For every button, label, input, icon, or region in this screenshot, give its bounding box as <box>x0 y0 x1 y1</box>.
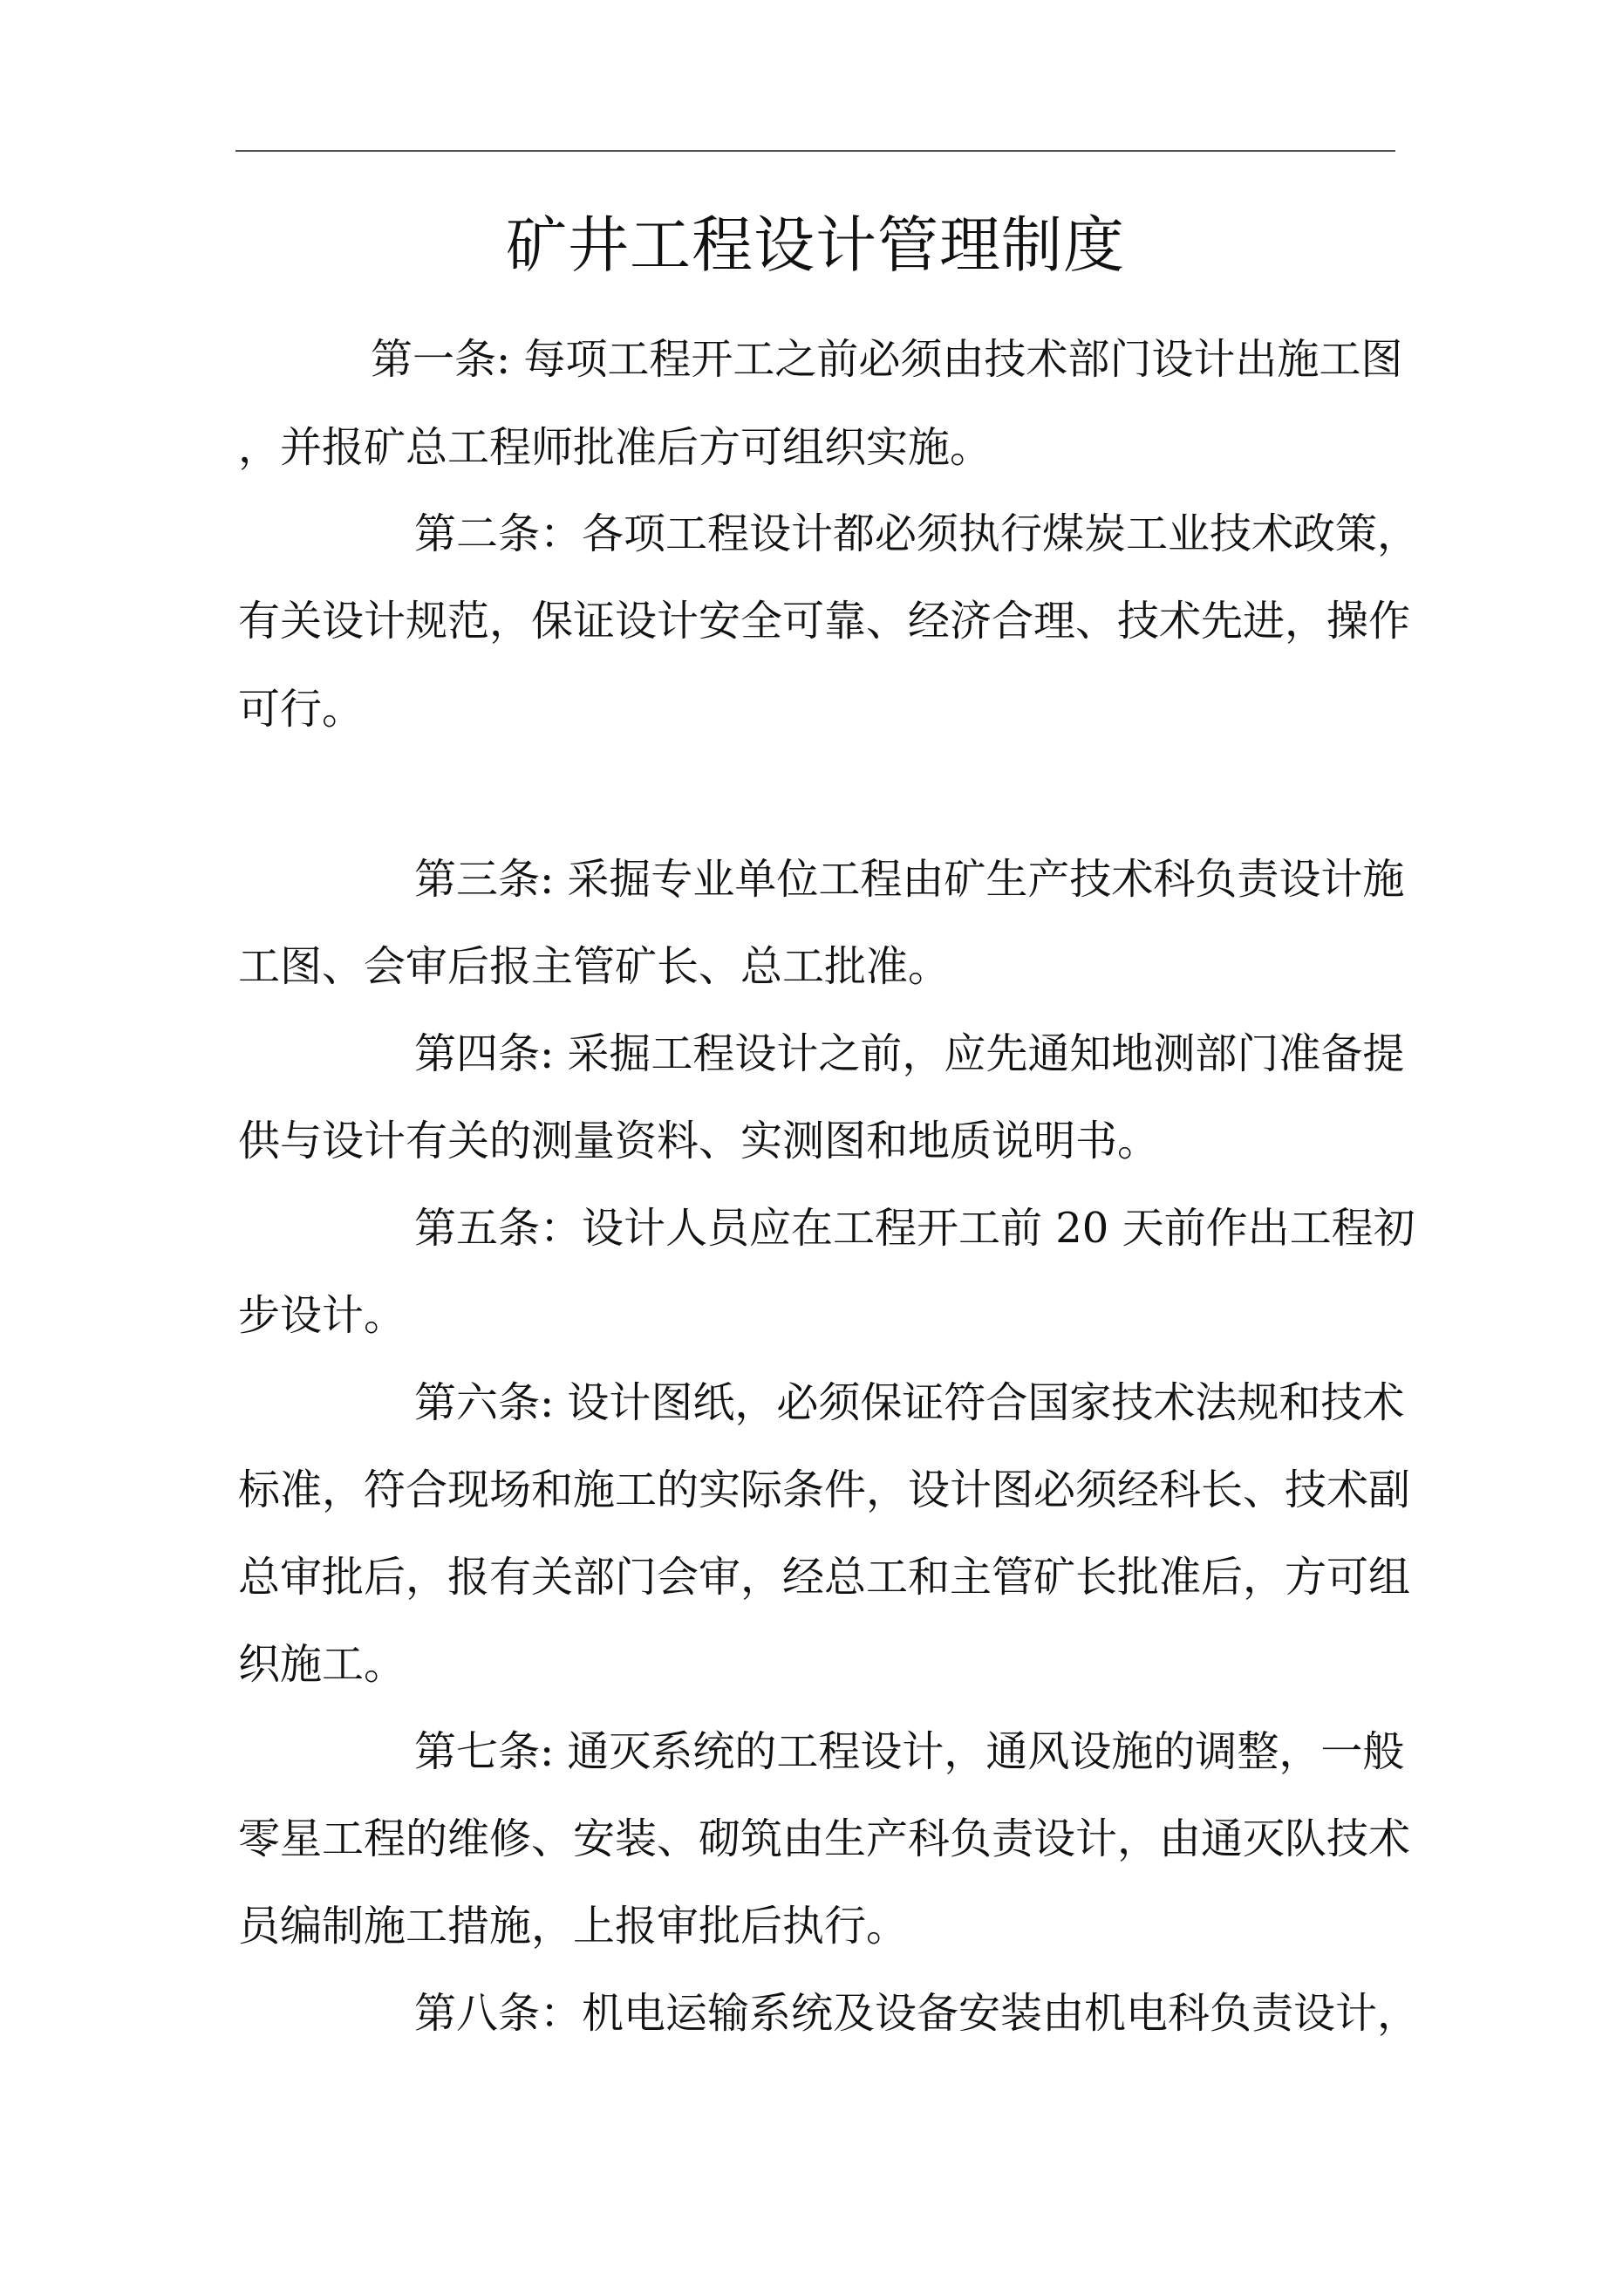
article-6-line-2: 标准，符合现场和施工的实际条件，设计图必须经科长、技术副 <box>238 1466 1411 1514</box>
article-2-line-3: 可行。 <box>238 685 365 734</box>
article-2-line-2: 有关设计规范，保证设计安全可靠、经济合理、技术先进，操作 <box>238 597 1411 646</box>
article-6-line-3: 总审批后，报有关部门会审，经总工和主管矿长批准后，方可组 <box>238 1553 1411 1602</box>
article-1-line-1: 第一条: 每项工程开工之前必须由技术部门设计出施工图 <box>371 335 1403 384</box>
article-4-line-1: 第四条: 采掘工程设计之前，应先通知地测部门准备提 <box>414 1029 1405 1078</box>
article-3-line-2: 工图、会审后报主管矿长、总工批准。 <box>238 942 951 991</box>
article-5-line-1: 第五条：设计人员应在工程开工前 20 天前作出工程初 <box>414 1204 1415 1253</box>
article-1-line-2: ，并报矿总工程师批准后方可组织实施。 <box>238 423 992 472</box>
article-2-line-1: 第二条：各项工程设计都必须执行煤炭工业技术政策， <box>414 509 1420 558</box>
article-6-line-4: 织施工。 <box>238 1640 406 1689</box>
article-8-line-1: 第八条：机电运输系统及设备安装由机电科负责设计， <box>414 1989 1420 2038</box>
article-7-line-1: 第七条: 通灭系统的工程设计，通风设施的调整，一般 <box>414 1727 1405 1776</box>
article-6-line-1: 第六条: 设计图纸，必须保证符合国家技术法规和技术 <box>414 1378 1405 1427</box>
article-5-line-2: 步设计。 <box>238 1291 406 1340</box>
header-rule <box>235 150 1395 152</box>
article-7-line-3: 员编制施工措施，上报审批后执行。 <box>238 1902 909 1951</box>
article-4-line-2: 供与设计有关的测量资料、实测图和地质说明书。 <box>238 1117 1160 1165</box>
article-7-line-2: 零星工程的维修、安装、砌筑由生产科负责设计，由通灭队技术 <box>238 1814 1411 1863</box>
article-3-line-1: 第三条: 采掘专业单位工程由矿生产技术科负责设计施 <box>414 855 1405 904</box>
document-title: 矿井工程设计管理制度 <box>506 209 1125 281</box>
